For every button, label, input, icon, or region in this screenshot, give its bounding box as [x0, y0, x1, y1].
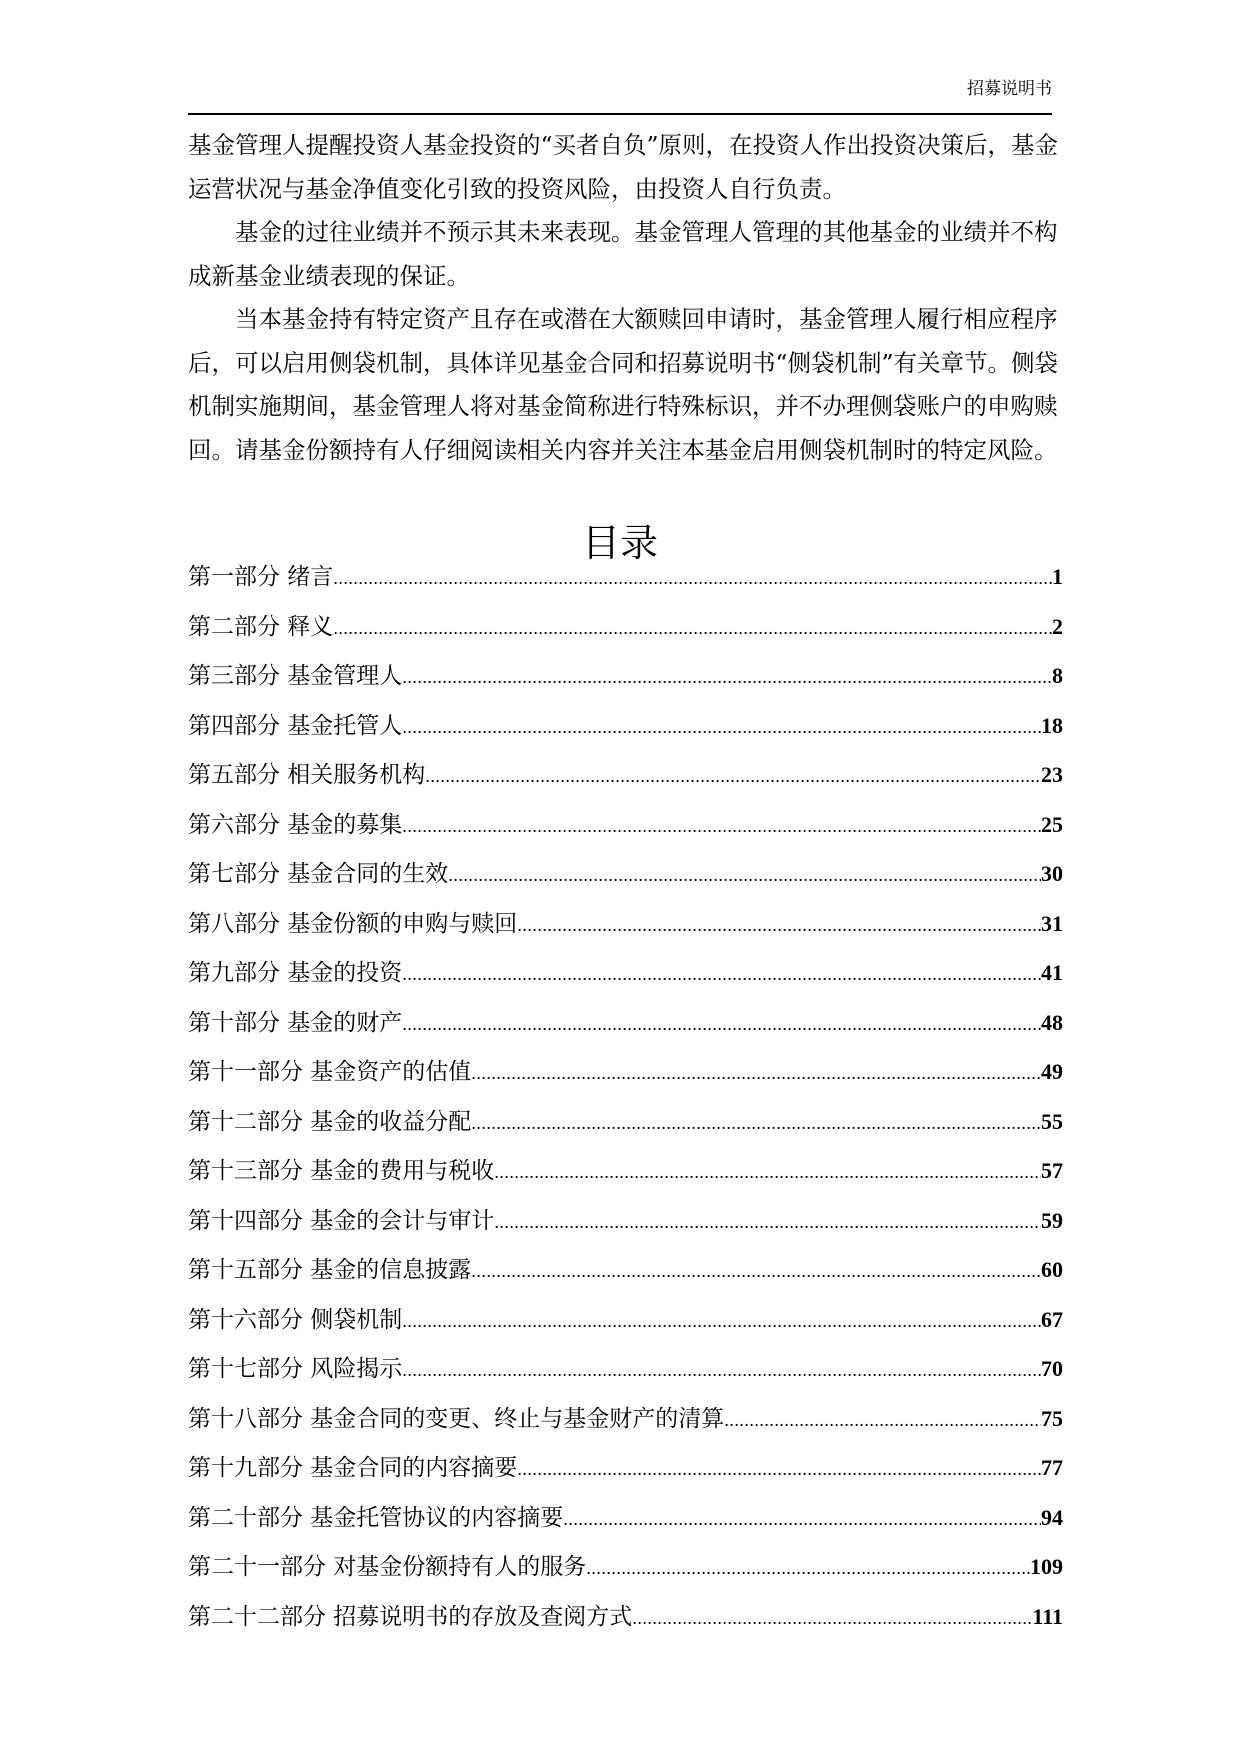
toc-page-number: 57: [1041, 1158, 1063, 1183]
toc-entry-label: 第三部分 基金管理人: [188, 663, 403, 689]
toc-entry[interactable]: [188, 657, 1063, 707]
paragraph-risk-notice: 基金管理人提醒投资人基金投资的“买者自负”原则，在投资人作出投资决策后，基金运营状况与基金净值变化引致的投资风险，由投资人自行负责。: [188, 131, 1059, 203]
toc-page-number: 94: [1041, 1504, 1063, 1530]
toc-title: 目录: [581, 521, 658, 565]
toc-entry[interactable]: [188, 1598, 1063, 1648]
toc-leader-dots: [402, 1014, 1041, 1035]
toc-entry[interactable]: [188, 855, 1063, 905]
toc-entry[interactable]: [188, 1449, 1063, 1499]
toc-entry-label: 第十六部分 侧袋机制: [188, 1306, 403, 1333]
toc-leader-dots: [333, 568, 1052, 589]
toc-entry[interactable]: [188, 1004, 1063, 1054]
toc-page-number: 75: [1041, 1405, 1063, 1431]
toc-entry-label: 第八部分 基金份额的申购与赎回: [188, 910, 518, 937]
toc-leader-dots: [517, 915, 1041, 936]
toc-entry-label: 第二十二部分 招募说明书的存放及查阅方式: [188, 1603, 633, 1630]
toc-entry-label: 第十九部分 基金合同的内容摘要: [188, 1455, 518, 1481]
toc-entry[interactable]: [188, 1499, 1063, 1549]
toc-page-number: 67: [1041, 1306, 1063, 1332]
toc-page-number: 77: [1041, 1455, 1063, 1480]
toc-entry[interactable]: [188, 1202, 1063, 1252]
toc-entry[interactable]: [188, 756, 1063, 806]
toc-leader-dots: [494, 1162, 1041, 1183]
paragraph-past-performance: 基金的过往业绩并不预示其未来表现。基金管理人管理的其他基金的业绩并不构成新基金业绩表现的保证。: [188, 218, 1058, 290]
toc-leader-dots: [471, 1113, 1041, 1134]
toc-entry-label: 第二十一部分 对基金份额持有人的服务: [188, 1554, 587, 1580]
toc-entry[interactable]: [188, 608, 1063, 658]
toc-leader-dots: [632, 1608, 1032, 1629]
toc-entry[interactable]: [188, 1152, 1063, 1202]
toc-leader-dots: [425, 766, 1041, 787]
toc-entry-label: 第四部分 基金托管人: [188, 712, 403, 739]
toc-page-number: 8: [1052, 663, 1063, 688]
toc-entry-label: 第九部分 基金的投资: [188, 960, 403, 986]
toc-leader-dots: [494, 1212, 1041, 1233]
toc-entry[interactable]: [188, 1301, 1063, 1351]
toc-page-number: 60: [1041, 1257, 1063, 1282]
toc-leader-dots: [402, 964, 1041, 985]
toc-entry[interactable]: [188, 558, 1063, 608]
toc-page-number: 55: [1041, 1108, 1063, 1134]
toc-entry-label: 第一部分 绪言: [188, 564, 334, 590]
toc-entry-label: 第十部分 基金的财产: [188, 1009, 403, 1036]
toc-leader-dots: [402, 1311, 1041, 1332]
toc-entry[interactable]: [188, 1103, 1063, 1153]
toc-page-number: 2: [1052, 613, 1063, 639]
toc-entry[interactable]: [188, 905, 1063, 955]
toc-leader-dots: [448, 865, 1041, 886]
toc-entry[interactable]: [188, 707, 1063, 757]
toc-entry[interactable]: [188, 1350, 1063, 1400]
toc-entry[interactable]: [188, 1251, 1063, 1301]
toc-page-number: 30: [1041, 861, 1063, 886]
toc-entry-label: 第二部分 释义: [188, 613, 334, 640]
toc-entry[interactable]: [188, 806, 1063, 856]
toc-entry-label: 第十三部分 基金的费用与税收: [188, 1158, 495, 1184]
toc-page-number: 23: [1041, 762, 1063, 787]
toc-page-number: 59: [1041, 1207, 1063, 1233]
toc-entry-label: 第十二部分 基金的收益分配: [188, 1108, 472, 1135]
toc-leader-dots: [402, 667, 1052, 688]
toc-page-number: 70: [1041, 1356, 1063, 1381]
toc-leader-dots: [471, 1261, 1041, 1282]
toc-entry-label: 第十一部分 基金资产的估值: [188, 1059, 472, 1085]
toc-page-number: 1: [1052, 564, 1063, 589]
header-rule: [188, 113, 1052, 115]
paragraph-side-pocket: 当本基金持有特定资产且存在或潜在大额赎回申请时，基金管理人履行相应程序后，可以启用侧袋机制，具体详见基金合同和招募说明书“侧袋机制”有关章节。侧袋机制实施期间，基金管理人将对基金简称进行特殊标识，并不办理侧袋账户的申购赎回。请基金份额持有人仔细阅读相关内容并关注本基金启用侧袋机制时的特定风险。: [188, 305, 1059, 464]
toc-page-number: 31: [1041, 910, 1063, 936]
toc-entry-label: 第十四部分 基金的会计与审计: [188, 1207, 495, 1234]
toc-leader-dots: [563, 1509, 1041, 1530]
toc-entry[interactable]: [188, 1400, 1063, 1450]
toc-leader-dots: [402, 816, 1041, 837]
toc-entry[interactable]: [188, 1548, 1063, 1598]
toc-page-number: 109: [1030, 1554, 1063, 1579]
toc-entry-label: 第十七部分 风险揭示: [188, 1356, 403, 1382]
toc-page-number: 48: [1041, 1009, 1063, 1035]
toc-leader-dots: [402, 717, 1041, 738]
table-of-contents: [188, 558, 1063, 1647]
toc-entry-label: 第十五部分 基金的信息披露: [188, 1257, 472, 1283]
toc-page-number: 111: [1032, 1603, 1063, 1629]
toc-entry[interactable]: [188, 954, 1063, 1004]
toc-page-number: 18: [1041, 712, 1063, 738]
toc-page-number: 49: [1041, 1059, 1063, 1084]
toc-entry-label: 第五部分 相关服务机构: [188, 762, 426, 788]
toc-leader-dots: [517, 1459, 1041, 1480]
toc-entry[interactable]: [188, 1053, 1063, 1103]
toc-entry-label: 第六部分 基金的募集: [188, 811, 403, 838]
toc-entry-label: 第十八部分 基金合同的变更、终止与基金财产的清算: [188, 1405, 725, 1432]
toc-entry-label: 第七部分 基金合同的生效: [188, 861, 449, 887]
toc-leader-dots: [724, 1410, 1041, 1431]
toc-leader-dots: [586, 1558, 1030, 1579]
toc-page-number: 25: [1041, 811, 1063, 837]
toc-leader-dots: [402, 1360, 1041, 1381]
toc-leader-dots: [333, 618, 1052, 639]
toc-entry-label: 第二十部分 基金托管协议的内容摘要: [188, 1504, 564, 1531]
toc-leader-dots: [471, 1063, 1041, 1084]
running-header: 招募说明书: [967, 79, 1052, 99]
toc-page-number: 41: [1041, 960, 1063, 985]
